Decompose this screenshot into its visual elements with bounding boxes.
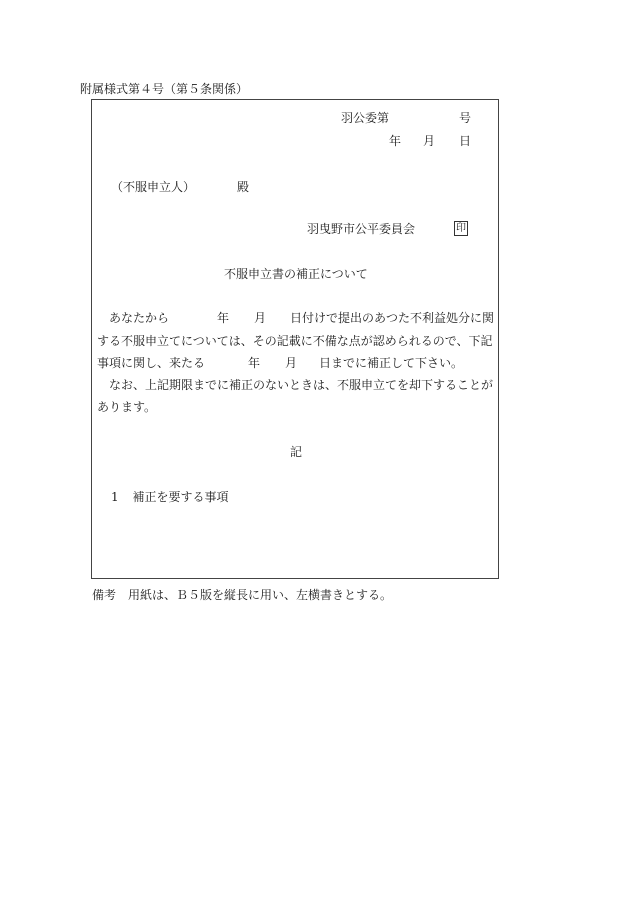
doc-number-suffix: 号	[459, 111, 472, 125]
item-row	[111, 490, 228, 504]
remark: 備考 用紙は、Ｂ５版を縦長に用い、左横書きとする。	[92, 588, 393, 602]
body-line-3-month: 月	[285, 356, 298, 370]
body-line-4: なお、上記期限までに補正のないときは、不服申立てを却下することが	[109, 378, 494, 392]
addressee-honorific: 殿	[237, 180, 250, 194]
form-title: 附属様式第４号（第５条関係）	[80, 82, 249, 96]
addressee-label: （不服申立人）	[111, 180, 196, 194]
ki-heading: 記	[290, 445, 303, 459]
body-line-1-year: 年	[217, 311, 230, 325]
seal-char: 印	[456, 223, 466, 234]
item-label: 補正を要する事項	[132, 490, 229, 504]
body-line-3-a: 事項に関し、来たる	[97, 356, 206, 370]
date-day: 日	[459, 134, 472, 148]
item-number: 1	[111, 490, 119, 504]
issuer-name: 羽曳野市公平委員会	[307, 222, 416, 236]
body-line-5: あります。	[97, 400, 157, 414]
body-line-2: する不服申立てについては、その記載に不備な点が認められるので、下記	[97, 334, 493, 348]
date-month: 月	[423, 134, 436, 148]
body-line-1-b: 日付けで提出のあつた不利益処分に関	[290, 311, 495, 325]
seal-mark	[454, 220, 468, 236]
body-line-3-b: 日までに補正して下さい。	[319, 356, 464, 370]
body-line-3-year: 年	[248, 356, 261, 370]
body-line-1-month: 月	[254, 311, 267, 325]
doc-number-prefix: 羽公委第	[341, 111, 390, 125]
body-line-1-a: あなたから	[109, 311, 170, 325]
subject-title: 不服申立書の補正について	[224, 267, 368, 281]
date-year: 年	[389, 134, 402, 148]
